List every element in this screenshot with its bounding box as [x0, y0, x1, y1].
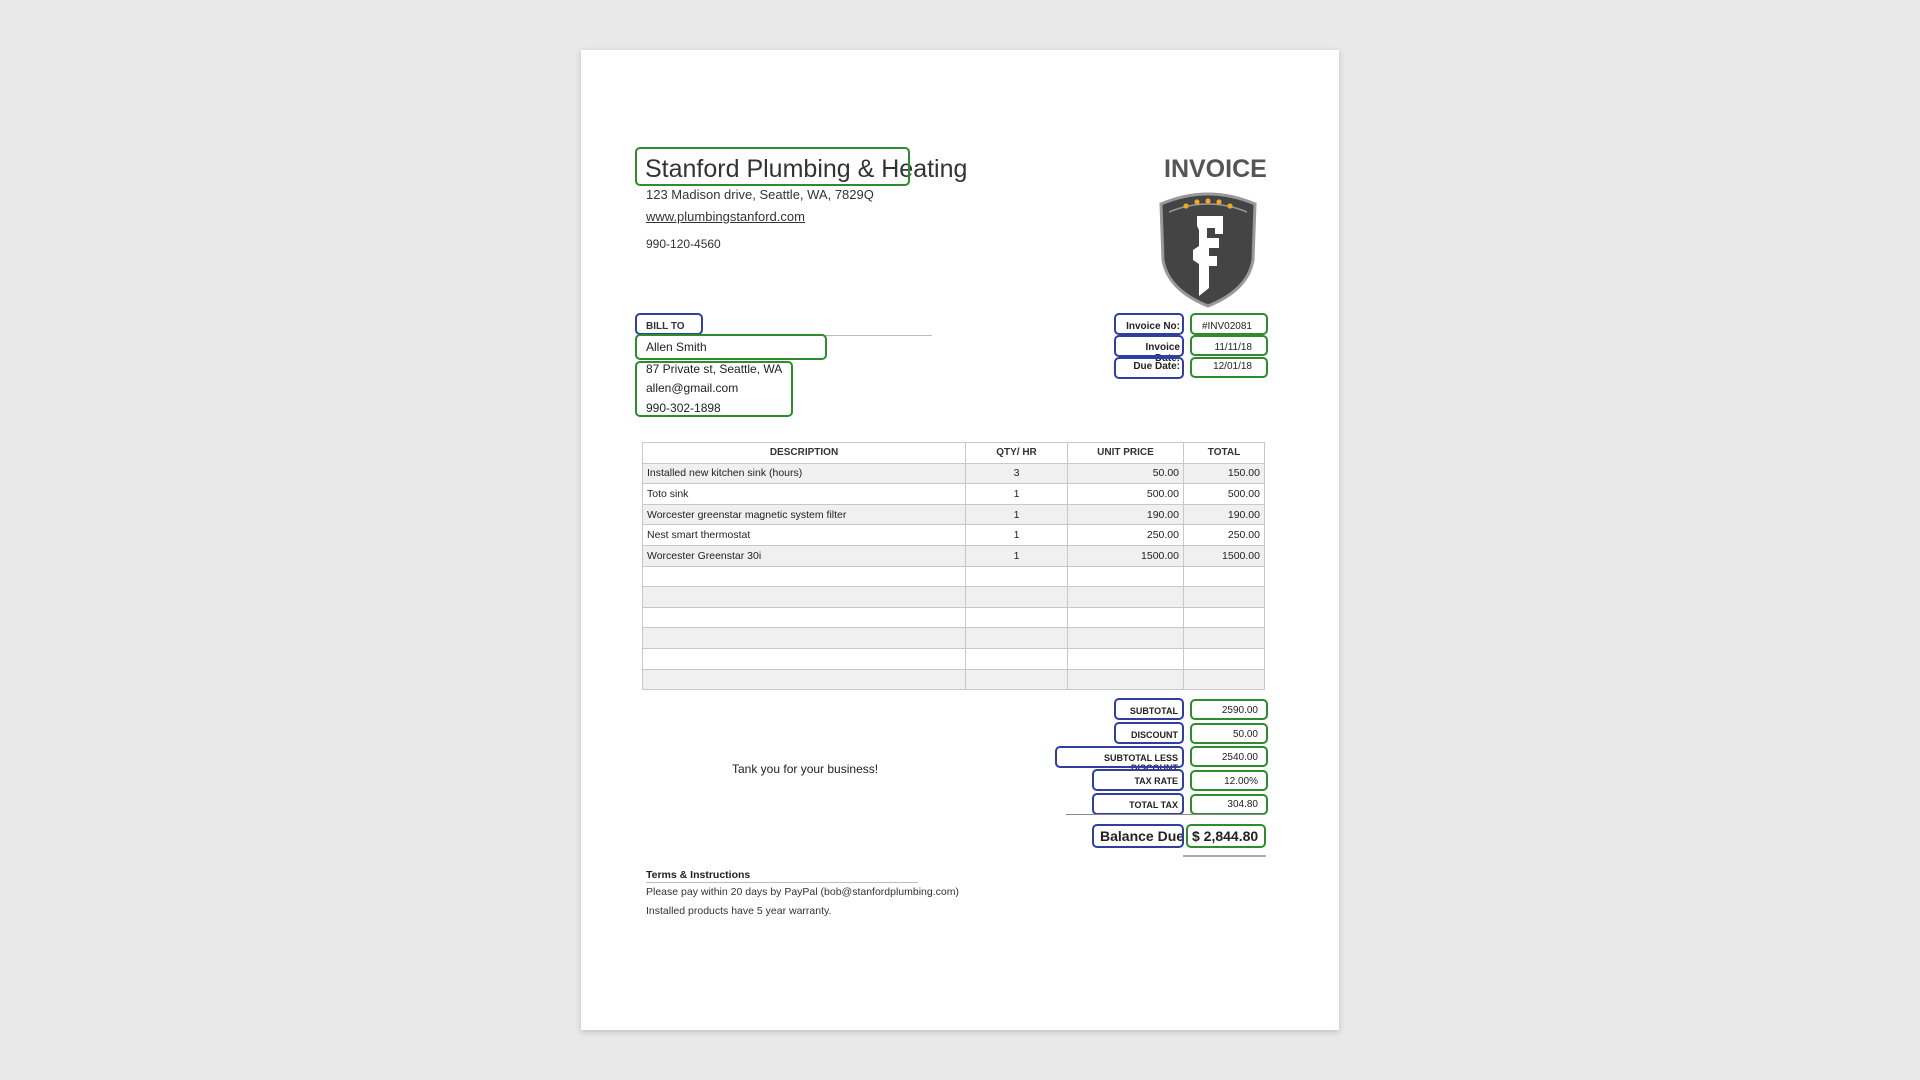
table-row — [643, 504, 1265, 525]
empty-cell — [1068, 587, 1184, 608]
header-total: TOTAL — [1184, 443, 1265, 464]
discount-label-highlight — [1114, 722, 1184, 744]
empty-cell — [1068, 669, 1184, 690]
header-unit-price: UNIT PRICE — [1068, 443, 1184, 464]
empty-cell — [966, 648, 1068, 669]
terms-title: Terms & Instructions — [646, 869, 751, 881]
client-name-highlight — [635, 334, 827, 360]
invoice-date-label: Invoice Date: — [1145, 342, 1180, 364]
table-row — [643, 484, 1265, 505]
subtotal-less-discount-label: SUBTOTAL LESS DISCOUNT — [1103, 753, 1178, 773]
empty-cell — [1184, 566, 1265, 587]
item-description: Installed new kitchen sink (hours) — [643, 463, 966, 484]
invoice-title: INVOICE — [1164, 155, 1267, 183]
item-description: Nest smart thermostat — [643, 525, 966, 546]
invoice-date-value: 11/11/18 — [1214, 342, 1252, 353]
subtotal-less-discount-value-highlight — [1190, 746, 1268, 767]
item-total: 190.00 — [1184, 504, 1265, 525]
empty-cell — [643, 669, 966, 690]
item-description: Worcester greenstar magnetic system filter — [643, 504, 966, 525]
invoice-date-label-highlight — [1114, 335, 1184, 357]
empty-cell — [1184, 628, 1265, 649]
empty-cell — [1068, 566, 1184, 587]
terms-line-payment: Please pay within 20 days by PayPal (bob@stanfordplumbing.com) — [646, 886, 959, 898]
table-row — [643, 463, 1265, 484]
due-date-value-highlight — [1190, 357, 1268, 378]
table-header-row — [643, 443, 1265, 464]
item-total: 250.00 — [1184, 525, 1265, 546]
item-qty: 1 — [966, 525, 1068, 546]
table-row — [643, 628, 1265, 649]
item-qty: 1 — [966, 545, 1068, 566]
client-name: Allen Smith — [646, 340, 707, 354]
client-phone: 990-302-1898 — [646, 401, 721, 415]
empty-cell — [643, 566, 966, 587]
item-qty: 1 — [966, 504, 1068, 525]
due-date-value: 12/01/18 — [1213, 361, 1252, 372]
item-unit-price: 50.00 — [1068, 463, 1184, 484]
table-row — [643, 669, 1265, 690]
balance-due-label-highlight — [1092, 824, 1184, 848]
empty-cell — [1068, 648, 1184, 669]
item-total: 150.00 — [1184, 463, 1265, 484]
empty-cell — [1068, 607, 1184, 628]
header-description: DESCRIPTION — [643, 443, 966, 464]
empty-cell — [966, 607, 1068, 628]
tax-rate-label: TAX RATE — [1134, 776, 1178, 786]
wrench-shield-logo — [1153, 190, 1263, 308]
item-unit-price: 500.00 — [1068, 484, 1184, 505]
tax-rate-label-highlight — [1092, 769, 1184, 791]
invoice-no-label-highlight — [1114, 313, 1184, 335]
invoice-date-value-highlight — [1190, 335, 1268, 356]
subtotal-value: 2590.00 — [1221, 705, 1258, 716]
empty-cell — [1184, 669, 1265, 690]
company-address: 123 Madison drive, Seattle, WA, 7829Q — [646, 187, 874, 202]
empty-cell — [643, 607, 966, 628]
item-description: Toto sink — [643, 484, 966, 505]
subtotal-less-discount-label-highlight — [1055, 746, 1184, 768]
company-phone: 990-120-4560 — [646, 237, 721, 251]
empty-cell — [966, 669, 1068, 690]
item-total: 500.00 — [1184, 484, 1265, 505]
empty-cell — [643, 628, 966, 649]
empty-cell — [966, 628, 1068, 649]
empty-cell — [643, 587, 966, 608]
item-unit-price: 250.00 — [1068, 525, 1184, 546]
balance-due-label: Balance Due — [1100, 828, 1185, 844]
thank-you-note: Tank you for your business! — [732, 762, 879, 776]
item-description: Worcester Greenstar 30i — [643, 545, 966, 566]
table-row — [643, 545, 1265, 566]
invoice-page — [581, 50, 1339, 1030]
empty-cell — [1184, 587, 1265, 608]
subtotal-label-highlight — [1114, 698, 1184, 720]
total-tax-label: TOTAL TAX — [1129, 800, 1178, 810]
discount-value: 50.00 — [1232, 729, 1258, 740]
invoice-no-value-highlight — [1190, 313, 1268, 335]
invoice-no-label: Invoice No: — [1126, 321, 1180, 332]
due-date-label-highlight — [1114, 357, 1184, 379]
bill-to-highlight — [635, 313, 703, 335]
total-tax-label-highlight — [1092, 793, 1184, 815]
subtotal-value-highlight — [1190, 699, 1268, 720]
table-row — [643, 566, 1265, 587]
table-row — [643, 525, 1265, 546]
client-email: allen@gmail.com — [646, 381, 739, 395]
terms-line-warranty: Installed products have 5 year warranty. — [646, 905, 832, 917]
empty-cell — [1184, 607, 1265, 628]
subtotal-label: SUBTOTAL — [1129, 706, 1178, 716]
table-row — [643, 587, 1265, 608]
table-row — [643, 607, 1265, 628]
client-details-highlight — [635, 361, 793, 417]
company-website-link[interactable]: www.plumbingstanford.com — [646, 209, 805, 224]
total-tax-value: 304.80 — [1227, 799, 1258, 810]
empty-cell — [966, 587, 1068, 608]
empty-cell — [1068, 628, 1184, 649]
empty-cell — [643, 648, 966, 669]
discount-label: DISCOUNT — [1131, 730, 1178, 740]
item-unit-price: 190.00 — [1068, 504, 1184, 525]
terms-divider — [646, 882, 918, 883]
subtotal-less-discount-value: 2540.00 — [1221, 752, 1258, 763]
tax-rate-value: 12.00% — [1224, 776, 1258, 787]
item-unit-price: 1500.00 — [1068, 545, 1184, 566]
tax-rate-value-highlight — [1190, 770, 1268, 791]
table-row — [643, 648, 1265, 669]
due-date-label: Due Date: — [1133, 361, 1180, 372]
company-name: Stanford Plumbing & Heating — [645, 155, 968, 183]
item-total: 1500.00 — [1184, 545, 1265, 566]
balance-due-value-highlight — [1186, 824, 1266, 848]
invoice-no-value: #INV02081 — [1201, 321, 1252, 332]
bill-to-label: BILL TO — [646, 321, 685, 332]
company-name-highlight — [635, 147, 910, 186]
empty-cell — [966, 566, 1068, 587]
item-qty: 1 — [966, 484, 1068, 505]
discount-value-highlight — [1190, 723, 1268, 744]
summary-divider — [1066, 814, 1264, 815]
header-qty: QTY/ HR — [966, 443, 1068, 464]
total-tax-value-highlight — [1190, 794, 1268, 815]
client-address: 87 Private st, Seattle, WA — [646, 362, 783, 376]
invoice-items-table — [642, 442, 1265, 690]
balance-underline — [1183, 855, 1266, 857]
empty-cell — [1184, 648, 1265, 669]
item-qty: 3 — [966, 463, 1068, 484]
balance-due-value: $ 2,844.80 — [1192, 828, 1259, 844]
